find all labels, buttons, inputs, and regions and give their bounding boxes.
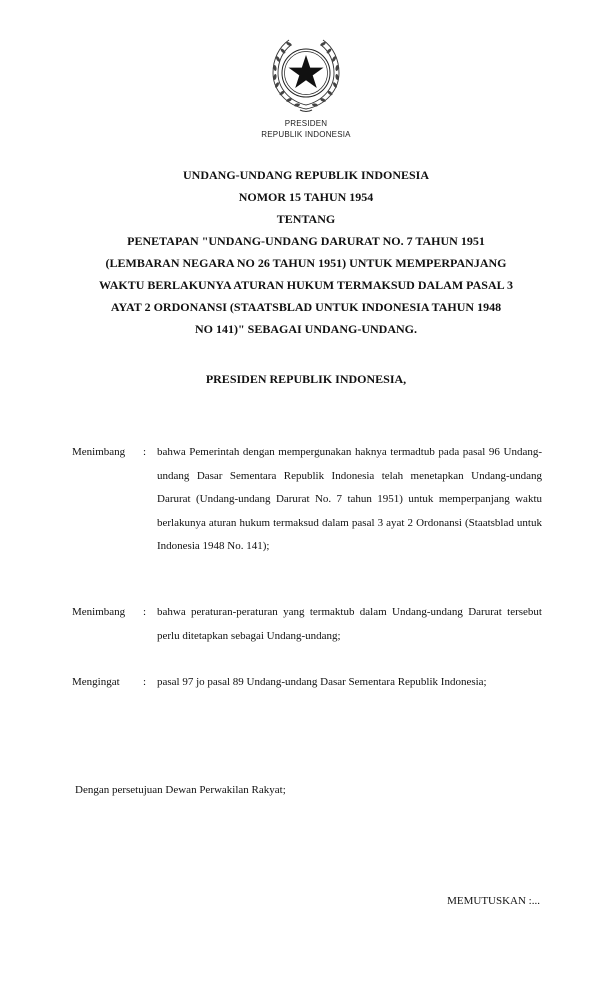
clause-label: Menimbang — [72, 606, 126, 618]
clause-colon: : — [143, 446, 147, 458]
clause-label: Menimbang — [72, 446, 126, 458]
clause-menimbang-2 — [72, 601, 542, 648]
clause-menimbang-1 — [72, 441, 542, 559]
decision-continuation: MEMUTUSKAN :... — [447, 895, 540, 907]
clause-label: Mengingat — [72, 676, 120, 688]
clause-text: bahwa Pemerintah dengan mempergunakan haknya termadtub pada pasal 96 Undang-undang Dasar Sementara Republik Indonesia telah menetapkan Undang-undang Darurat (Undang-undang Darurat No. 7 tahun 1951) untuk memperpanjang waktu berlakunya aturan hukum termaksud dalam pasal 3 ayat 2 Ordonansi (Staatsblad untuk Indonesia 1948 No. 141); — [157, 446, 542, 552]
title-line: NOMOR 15 TAHUN 1954 — [238, 190, 374, 204]
document-title — [40, 164, 572, 340]
clause-colon: : — [143, 606, 147, 618]
clause-colon: : — [143, 676, 147, 688]
title-line: TENTANG — [276, 212, 336, 226]
title-line: PENETAPAN "UNDANG-UNDANG DARURAT NO. 7 TAHUN 1951 — [127, 234, 485, 248]
clause-text: bahwa peraturan-peraturan yang termaktub dalam Undang-undang Darurat tersebut perlu ditetapkan sebagai Undang-undang; — [157, 606, 542, 642]
clause-text: pasal 97 jo pasal 89 Undang-undang Dasar Sementara Republik Indonesia; — [157, 676, 487, 688]
title-line: UNDANG-UNDANG REPUBLIK INDONESIA — [182, 168, 430, 182]
approval-statement: Dengan persetujuan Dewan Perwakilan Rakyat; — [75, 784, 286, 796]
title-line: NO 141)" SEBAGAI UNDANG-UNDANG. — [195, 322, 417, 336]
garuda-star-emblem-icon — [267, 33, 345, 115]
president-heading: PRESIDEN REPUBLIK INDONESIA, — [205, 372, 407, 386]
clause-mengingat — [72, 671, 542, 695]
emblem-caption-presiden: PRESIDEN — [284, 119, 328, 128]
emblem-caption-republik: REPUBLIK INDONESIA — [261, 130, 351, 139]
title-line: AYAT 2 ORDONANSI (STAATSBLAD UNTUK INDONESIA TAHUN 1948 — [110, 300, 502, 314]
title-line: WAKTU BERLAKUNYA ATURAN HUKUM TERMAKSUD DALAM PASAL 3 — [99, 278, 513, 292]
title-line: (LEMBARAN NEGARA NO 26 TAHUN 1951) UNTUK MEMPERPANJANG — [105, 256, 507, 270]
